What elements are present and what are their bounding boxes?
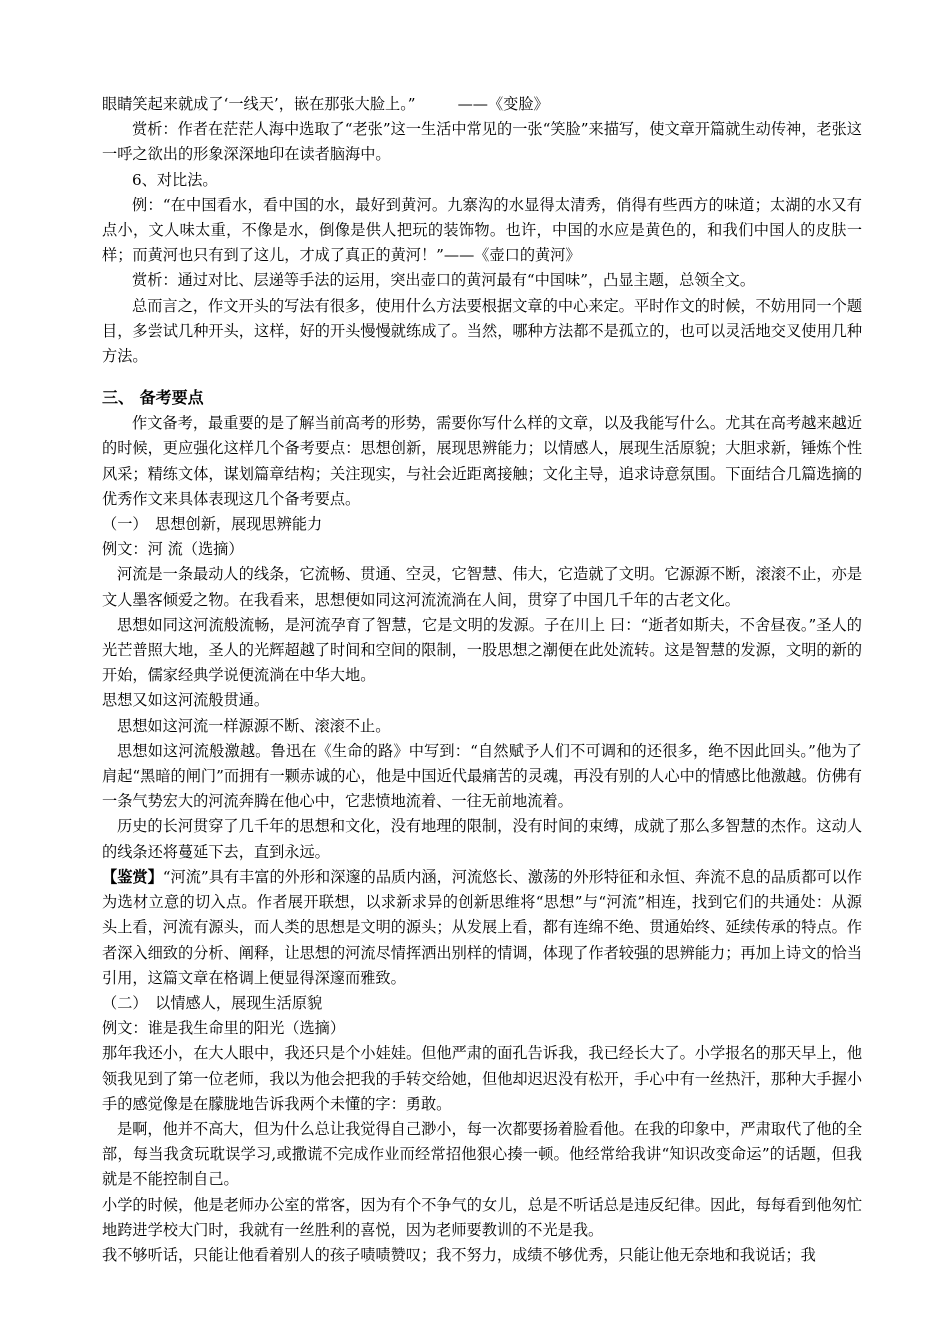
section-3-intro: 作文备考，最重要的是了解当前高考的形势，需要你写什么样的文章，以及我能写什么。尤其在高考越来越近的时候，更应强化这样几个备考要点：思想创新，展现思辨能力；以情感人，展现生活原貌；大胆求新，锤炼个性风采；精练文体，谋划篇章结构；关注现实，与社会近距离接触；文化主导，追求诗意氛围。下面结合几篇选摘的优秀作文来具体表现这几个备考要点。 — [102, 414, 862, 508]
example-paragraph: 河流是一条最动人的线条，它流畅、贯通、空灵，它智慧、伟大，它造就了文明。它源源不断，滚滚不止，亦是文人墨客倾爱之物。在我看来，思想便如同这河流流淌在人间，贯穿了中国几千年的古老文化。 — [102, 565, 862, 609]
appreciation-label: 【鉴赏】 — [102, 867, 163, 886]
analysis-paragraph: 赏析：作者在茫茫人海中选取了“老张”这一生活中常见的一张“笑脸”来描写，使文章开篇就生动传神，老张这一呼之欲出的形象深深地印在读者脑海中。 — [102, 120, 862, 164]
subsection-2-title: （二） 以情感人，展现生活原貌 — [102, 993, 323, 1012]
method-6-title: 6、对比法。 — [132, 170, 218, 189]
example-paragraph: 思想如这河流般激越。鲁迅在《生命的路》中写到：“自然赋予人们不可调和的还很多，绝不因此回头。”他为了肩起“黑暗的闸门”而拥有一颗赤诚的心，他是中国近代最痛苦的灵魂，再没有别的人心中的情感比他激越。仿佛有一条气势宏大的河流奔腾在他心中，它悲愤地流着、一往无前地流着。 — [102, 741, 862, 811]
method-6-analysis: 赏析：通过对比、层递等手法的运用，突出壶口的黄河最有“中国味”，凸显主题，总领全文。 — [132, 271, 756, 290]
document-page — [102, 92, 862, 1268]
summary-paragraph: 总而言之，作文开头的写法有很多，使用什么方法要根据文章的中心来定。平时作文的时候，不妨用同一个题目，多尝试几种开头，这样，好的开头慢慢就练成了。当然，哪种方法都不是孤立的，也可以灵活地交叉使用几种方法。 — [102, 296, 862, 366]
example-paragraph: 那年我还小，在大人眼中，我还只是个小娃娃。但他严肃的面孔告诉我，我已经长大了。小学报名的那天早上，他领我见到了第一位老师，我以为他会把我的手转交给她，但他却迟迟没有松开，手心中有一丝热汗，那种大手握小手的感觉像是在朦胧地告诉我两个未懂的字：勇敢。 — [102, 1044, 862, 1113]
quote-source: ——《变脸》 — [457, 95, 549, 113]
quote-line — [102, 92, 862, 117]
example-paragraph: 历史的长河贯穿了几千年的思想和文化，没有地理的限制，没有时间的束缚，成就了那么多智慧的杰作。这动人的线条还将蔓延下去，直到永远。 — [102, 817, 862, 861]
example-paragraph: 思想如同这河流般流畅，是河流孕育了智慧，它是文明的发源。子在川上 曰：“逝者如斯夫，不舍昼夜。”圣人的光芒普照大地，圣人的光辉超越了时间和空间的限制，一股思想之潮便在此处流转。这是智慧的发源，文明的新的开始，儒家经典学说便流淌在中华大地。 — [102, 615, 862, 685]
subsection-1-example-title: 例文：河 流（选摘） — [102, 540, 244, 559]
appreciation-text: “河流”具有丰富的外形和深邃的品质内涵，河流悠长、激荡的外形特征和永恒、奔流不息的品质都可以作为选材立意的切入点。作者展开联想，以求新求异的创新思维将“思想”与“河流”相连，找到它们的共通处：从源头上看，河流有源头，而人类的思想是文明的源头；从发展上看，都有连绵不绝、贯通始终、延续传承的特点。作者深入细致的分析、阐释，让思想的河流尽情挥洒出别样的情调，体现了作者较强的思辨能力；再加上诗文的恰当引用，这篇文章在格调上便显得深邃而雅致。 — [102, 867, 863, 987]
section-3-heading: 三、 备考要点 — [102, 388, 204, 408]
example-paragraph: 我不够听话，只能让他看着别人的孩子啧啧赞叹；我不努力，成绩不够优秀，只能让他无奈地和我说话；我 — [102, 1245, 816, 1264]
example-paragraph: 思想如这河流一样源源不断、滚滚不止。 — [117, 716, 391, 735]
method-6-example: 例：“在中国看水，看中国的水，最好到黄河。九寨沟的水显得太清秀，俏得有些西方的味道；太湖的水又有点小，文人味太重，不像是水，倒像是供人把玩的装饰物。也许，中国的水应是黄色的，和我们中国人的皮肤一样；而黄河也只有到了这儿，才成了真正的黄河！”——《壶口的黄河》 — [102, 195, 862, 265]
subsection-2-example-title: 例文：谁是我生命里的阳光（选摘） — [102, 1019, 345, 1038]
example-paragraph: 小学的时候，他是老师办公室的常客，因为有个不争气的女儿，总是不听话总是违反纪律。因此，每每看到他匆忙地跨进学校大门时，我就有一丝胜利的喜悦，因为老师要教训的不光是我。 — [102, 1195, 862, 1239]
subsection-1-title: （一） 思想创新，展现思辨能力 — [102, 515, 323, 534]
quote-text: 眼睛笑起来就成了‘一线天’，嵌在那张大脸上。” — [102, 95, 416, 113]
appreciation-paragraph — [102, 865, 862, 991]
example-paragraph: 是啊，他并不高大，但为什么总让我觉得自己渺小，每一次都要扬着脸看他。在我的印象中，严肃取代了他的全部，每当我贪玩耽误学习,或撒谎不完成作业而经常招他狠心揍一顿。他经常给我讲“知识改变命运”的话题，但我就是不能控制自己。 — [102, 1119, 862, 1189]
example-paragraph: 思想又如这河流般贯通。 — [102, 691, 270, 710]
